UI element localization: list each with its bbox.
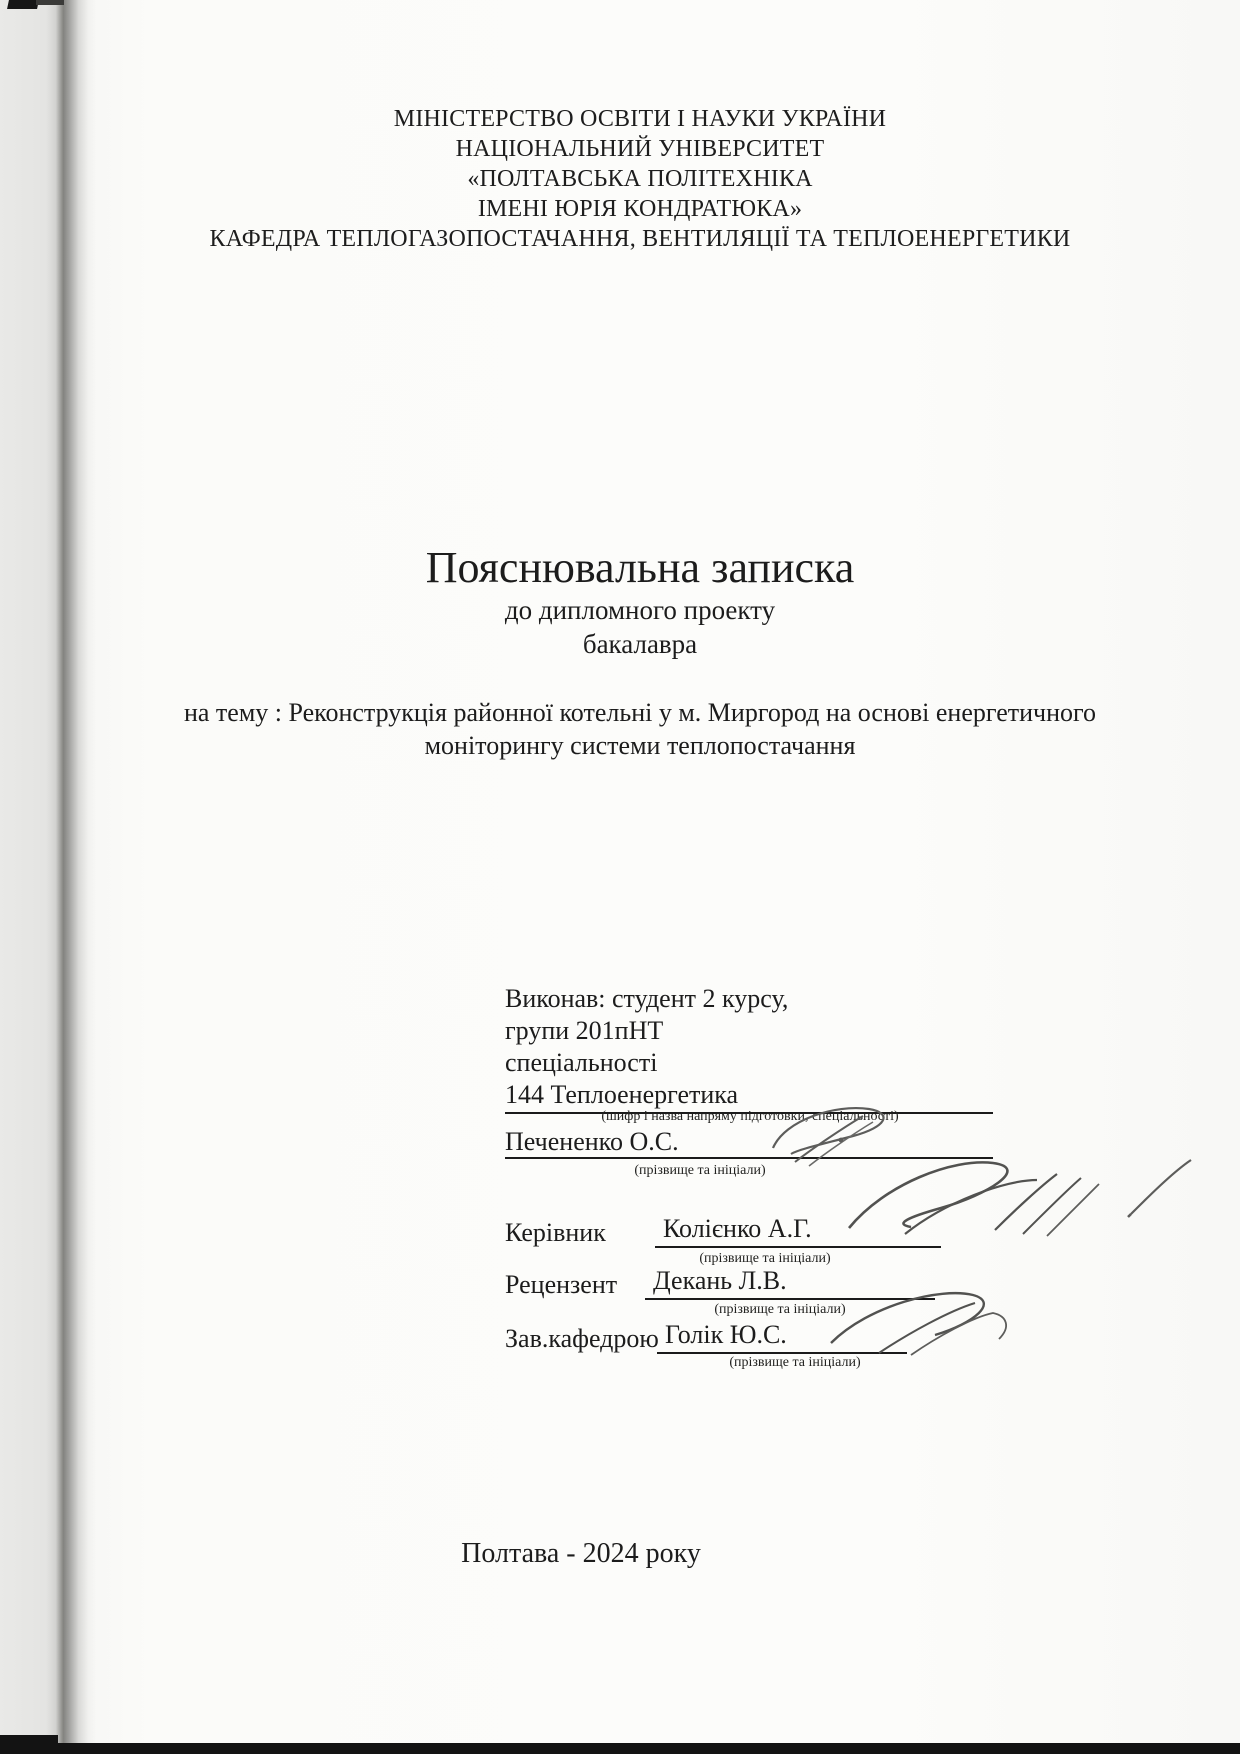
book-spine-shadow	[0, 0, 96, 1754]
document-subtitle-1: до дипломного проекту	[504, 595, 776, 625]
author-name: Печененко О.С.	[505, 1128, 993, 1159]
university-line-2: «ПОЛТАВСЬКА ПОЛІТЕХНІКА	[467, 166, 813, 192]
topic-statement	[70, 696, 1210, 762]
scan-artifact-top-left-2	[36, 0, 64, 5]
city-year-footer: Полтава - 2024 року	[461, 1538, 701, 1569]
topic-line-2: моніторингу системи теплопостачання	[424, 731, 856, 760]
title-block	[70, 543, 1210, 661]
author-name-caption: (прізвище та ініціали)	[634, 1163, 766, 1178]
document-title: Пояснювальна записка	[425, 543, 855, 592]
reviewer-row	[505, 1266, 935, 1300]
department-head-row	[505, 1320, 907, 1354]
reviewer-label: Рецензент	[505, 1270, 618, 1299]
supervisor-name: Колієнко А.Г.	[655, 1214, 941, 1248]
reviewer-name: Декань Л.В.	[645, 1266, 935, 1300]
reviewer-caption: (прізвище та ініціали)	[714, 1302, 846, 1317]
scan-artifact-bottom-edge	[0, 1743, 1240, 1754]
author-specialty-label: спеціальності	[505, 1048, 658, 1077]
department-head-caption: (прізвище та ініціали)	[729, 1355, 861, 1370]
specialty-caption: (шифр і назва напряму підготовки, спеціальності)	[601, 1109, 899, 1124]
topic-line-1: на тему : Реконструкція районної котельні у м. Миргород на основі енергетичного	[183, 698, 1097, 727]
supervisor-label: Керівник	[505, 1218, 606, 1247]
university-line-1: НАЦІОНАЛЬНИЙ УНІВЕРСИТЕТ	[455, 136, 825, 162]
stray-pen-stroke-icon	[1125, 1158, 1195, 1218]
supervisor-row	[505, 1214, 941, 1248]
department-head-label: Зав.кафедрою	[505, 1324, 659, 1353]
university-line-3: ІМЕНІ ЮРІЯ КОНДРАТЮКА»	[477, 196, 803, 222]
ministry-line: МІНІСТЕРСТВО ОСВІТИ І НАУКИ УКРАЇНИ	[393, 106, 887, 132]
institution-header	[70, 104, 1210, 254]
scan-artifact-top-left	[7, 0, 39, 9]
department-head-name: Голік Ю.С.	[657, 1320, 907, 1354]
author-group-line: групи 201пНТ	[505, 1016, 664, 1045]
author-role-line: Виконав: студент 2 курсу,	[505, 984, 789, 1013]
department-line: КАФЕДРА ТЕПЛОГАЗОПОСТАЧАННЯ, ВЕНТИЛЯЦІЇ ТА ТЕПЛОЕНЕРГЕТИКИ	[209, 226, 1071, 252]
specialty-value: 144 Теплоенергетика	[505, 1079, 993, 1114]
document-subtitle-2: бакалавра	[582, 629, 698, 659]
author-block	[505, 983, 1005, 1114]
supervisor-caption: (прізвище та ініціали)	[699, 1251, 831, 1266]
author-name-line	[505, 1128, 993, 1159]
